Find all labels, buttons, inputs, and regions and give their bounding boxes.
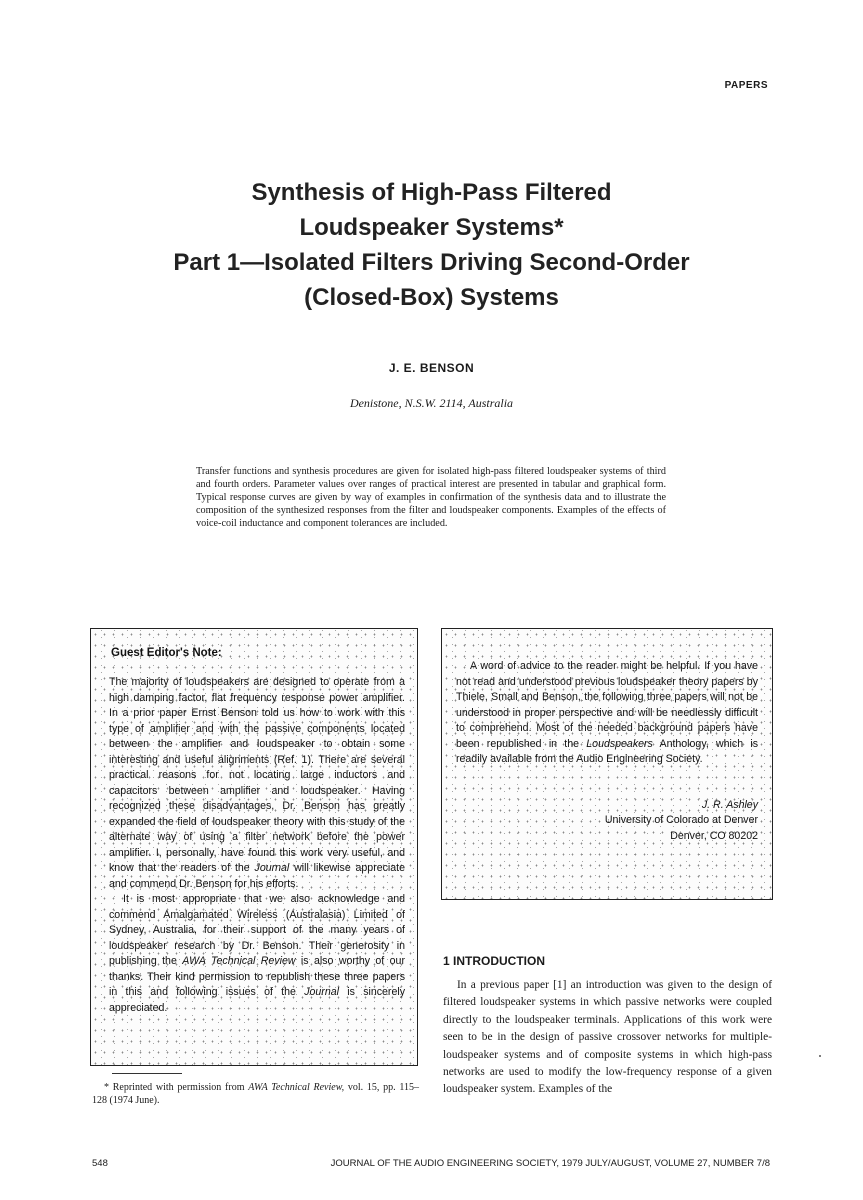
paper-title xyxy=(60,175,803,315)
page-number: 548 xyxy=(92,1158,108,1169)
signature-city: Denver, CO 80202 xyxy=(670,829,758,842)
editor-note-p2-mid: is also worthy of our thanks. Their kind permission to republish these three papers in this and following issues of the xyxy=(109,955,405,998)
editor-note-p1-text: The majority of loudspeakers are designed to operate from a high damping factor, flat frequency response power amplifier. In a prior paper Ernst Benson told us how to work with this type of amplifier and with the passive components located between the amplifier and loudspeaker to obtain some interesting and useful alignments (Ref. 1). There are several practical reasons for not locating large inductors and capacitors between amplifier and loudspeaker. Having recognized these disadvantages, Dr. Benson has greatly expanded the field of loudspeaker theory with this study of the alternate way of using a filter network before the power amplifier. I, personally, have found this work very useful, and know that the readers of the xyxy=(109,676,405,874)
section-label: PAPERS xyxy=(724,80,768,91)
advice-signature xyxy=(456,798,758,845)
guest-editor-note-box xyxy=(90,628,418,1066)
author-affiliation: Denistone, N.S.W. 2114, Australia xyxy=(349,396,514,410)
signature-name: J. R. Ashley xyxy=(701,798,758,811)
editor-note-paragraph-1 xyxy=(109,675,405,892)
title-line-1: Synthesis of High-Pass Filtered xyxy=(251,179,612,206)
footnote-end: vol. 15, pp. 115–128 (1974 June). xyxy=(92,1082,419,1106)
abstract: Transfer functions and synthesis procedures are given for isolated high-pass filtered loudspeaker systems of third and fourth orders. Parameter values over ranges of practical interest are presented in tabular and graphical form. Typical response curves are given by way of examples in confirmation of the synthesis data and to illustrate the composition of the synthesized responses from the filter and loudspeaker components. Examples of the effects of voice-coil inductance and component tolerances are included. xyxy=(196,466,666,529)
editor-note-heading: Guest Editor's Note: xyxy=(111,647,222,659)
footnote-divider xyxy=(112,1073,182,1074)
footnote-italic: AWA Technical Review, xyxy=(248,1082,345,1093)
advice-text-start: A word of advice to the reader might be helpful. If you have not read and understood previous loudspeaker theory papers by Thiele, Small and Benson, the following three papers will not be understood in proper perspective and will be needlessly difficult to comprehend. Most of the needed background papers have been republished in the xyxy=(456,660,758,750)
introduction-heading: 1 INTRODUCTION xyxy=(443,954,545,968)
advice-note-text xyxy=(456,659,758,768)
title-line-3: Part 1—Isolated Filters Driving Second-Order xyxy=(173,249,690,276)
speck-dot xyxy=(819,1055,821,1057)
editor-note-p1-end: will likewise appreciate and commend Dr. Benson for his efforts. xyxy=(109,862,405,890)
editor-note-p2-text: It is most appropriate that we also acknowledge and commend Amalgamated Wireless (Australasia) Limited of Sydney, Australia, for their support of the many years of loudspeaker research by Dr. Benson. Their generosity in publishing the xyxy=(109,893,405,967)
editor-note-p2-end: is sincerely appreciated. xyxy=(109,986,405,1014)
introduction-body: In a previous paper [1] an introduction was given to the design of filtered loudspeaker systems in which passive networks were coupled directly to the loudspeaker terminals. Applications of this work were seen to be in the design of passive crossover networks for multiple-loudspeaker systems and of composite systems in which high-pass networks are used to modify the low-frequency response of a given loudspeaker system. Examples of the xyxy=(443,979,772,1096)
title-line-4: (Closed-Box) Systems xyxy=(304,284,559,311)
advice-text-italic: Loudspeakers xyxy=(586,737,653,750)
journal-footer: JOURNAL OF THE AUDIO ENGINEERING SOCIETY, 1979 JULY/AUGUST, VOLUME 27, NUMBER 7/8 xyxy=(330,1158,770,1169)
editor-note-text xyxy=(109,675,405,1016)
signature-affiliation: University of Colorado at Denver xyxy=(604,814,758,826)
advice-text-end: Anthology, which is readily available from the Audio Engineering Society. xyxy=(456,737,758,765)
advice-note-box xyxy=(441,628,773,900)
footnote xyxy=(92,1081,419,1107)
footnote-start: * Reprinted with permission from xyxy=(104,1082,245,1093)
scan-speck xyxy=(818,1054,822,1060)
editor-note-paragraph-2 xyxy=(109,892,405,1016)
editor-note-p1-journal: Journal xyxy=(254,862,290,874)
editor-note-p2-journal: Journal xyxy=(304,986,339,998)
author-name: J. E. BENSON xyxy=(388,361,475,375)
title-line-2: Loudspeaker Systems* xyxy=(299,214,564,241)
editor-note-p2-review: AWA Technical Review xyxy=(182,955,296,967)
